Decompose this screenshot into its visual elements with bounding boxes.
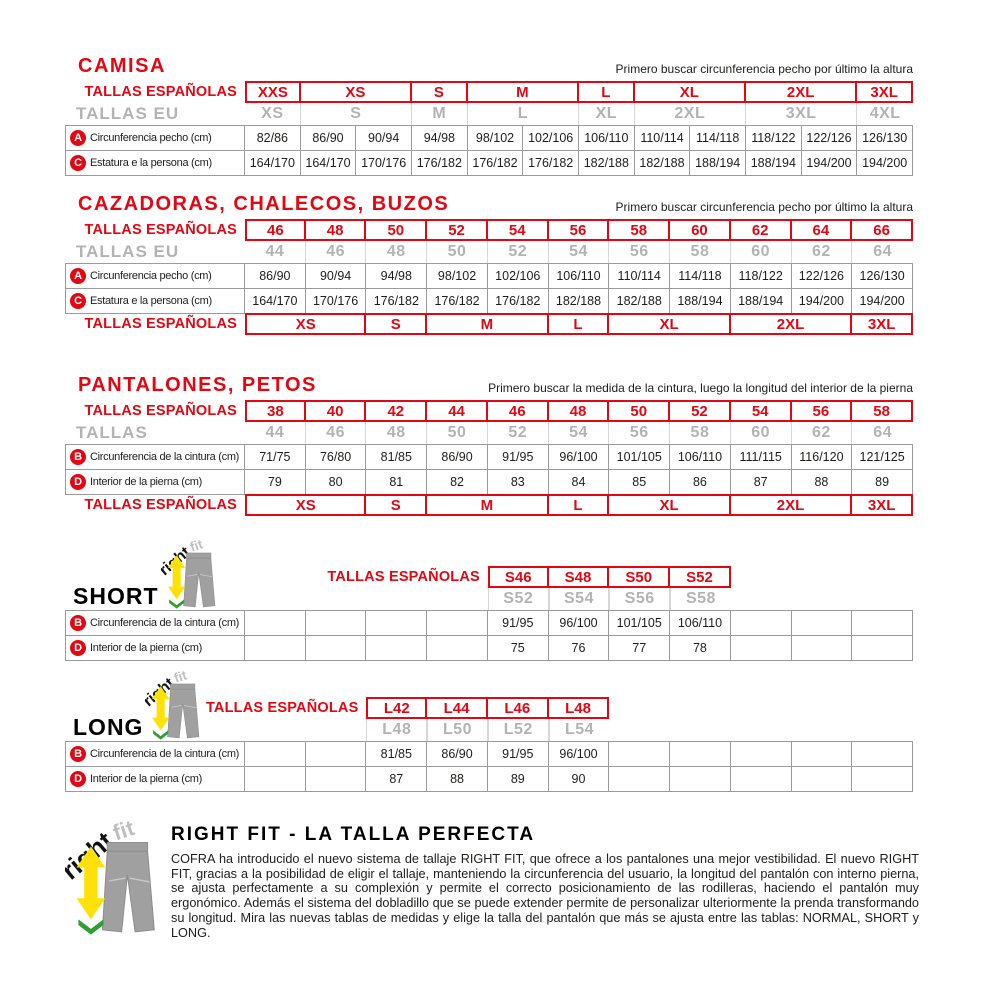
es-size-M: M <box>466 81 579 103</box>
rightfit-logo-icon <box>65 820 161 938</box>
measure-label-text: Circunferencia de la cintura (cm) <box>90 748 240 760</box>
value-cell: 90 <box>548 766 610 792</box>
value-cell: 182/188 <box>548 288 610 314</box>
empty-cell <box>791 741 853 767</box>
value-cell: 176/182 <box>487 288 549 314</box>
empty-cell <box>791 610 853 636</box>
es-size-56: 56 <box>790 400 853 422</box>
empty-cell <box>851 610 913 636</box>
value-cell: 91/95 <box>487 444 549 470</box>
value-cell: 114/118 <box>669 263 731 289</box>
value-cell: 102/106 <box>487 263 549 289</box>
es-size-L44: L44 <box>425 697 488 719</box>
value-cell: 194/200 <box>801 150 858 176</box>
eu-size-56: 56 <box>609 422 670 444</box>
empty-cell <box>730 741 792 767</box>
measure-badge-C: C <box>70 155 86 171</box>
value-cell: 102/106 <box>522 125 579 151</box>
eu-size-3XL: 3XL <box>746 103 857 125</box>
value-cell: 122/126 <box>791 263 853 289</box>
cazadoras-size-table <box>65 219 913 335</box>
value-cell: 71/75 <box>244 444 306 470</box>
empty-cell <box>426 635 488 661</box>
eu-size-S: S <box>301 103 412 125</box>
es-size-46: 46 <box>245 219 306 241</box>
es-size-S: S <box>410 81 468 103</box>
eu-size-62: 62 <box>792 422 853 444</box>
empty-cell <box>244 635 306 661</box>
empty-cell <box>305 610 367 636</box>
eu-size-M: M <box>412 103 468 125</box>
es-size-L: L <box>547 494 610 516</box>
measure-badge-A: A <box>70 130 86 146</box>
empty-cell <box>730 766 792 792</box>
value-cell: 122/126 <box>801 125 858 151</box>
measure-badge-A: A <box>70 268 86 284</box>
tallas-espanolas-label: TALLAS ESPAÑOLAS <box>84 403 237 419</box>
tallas-eu-label: TALLAS EU <box>76 242 180 261</box>
empty-cell <box>608 741 670 767</box>
eu-size-44: 44 <box>245 422 306 444</box>
eu-size-62: 62 <box>792 241 853 263</box>
empty-cell <box>851 766 913 792</box>
rightfit-text-block <box>171 820 919 940</box>
es-size-S50: S50 <box>607 566 670 588</box>
es-size-L: L <box>577 81 635 103</box>
es-size-58: 58 <box>607 219 670 241</box>
es-size-54: 54 <box>729 400 792 422</box>
es-size-46: 46 <box>486 400 549 422</box>
value-cell: 121/125 <box>851 444 913 470</box>
value-cell: 188/194 <box>730 288 792 314</box>
value-cell: 84 <box>548 469 610 495</box>
section-pantalones <box>65 375 915 516</box>
value-cell: 98/102 <box>467 125 524 151</box>
eu-size-46: 46 <box>306 422 367 444</box>
es-size-50: 50 <box>607 400 670 422</box>
value-cell: 118/122 <box>730 263 792 289</box>
section-short <box>65 566 915 661</box>
es-size-M: M <box>425 313 548 335</box>
value-cell: 76 <box>548 635 610 661</box>
es-size-3XL: 3XL <box>850 494 913 516</box>
value-cell: 106/110 <box>669 610 731 636</box>
eu-size-L52: L52 <box>488 719 549 741</box>
section-rightfit <box>65 820 935 940</box>
measure-badge-D: D <box>70 771 86 787</box>
empty-cell <box>244 741 306 767</box>
eu-size-54: 54 <box>549 241 610 263</box>
measure-row-label <box>65 469 245 495</box>
empty-cell <box>426 610 488 636</box>
value-cell: 86/90 <box>300 125 357 151</box>
value-cell: 82 <box>426 469 488 495</box>
empty-cell <box>305 766 367 792</box>
measure-row-label <box>65 150 245 176</box>
rightfit-logo-icon <box>161 540 219 610</box>
value-cell: 87 <box>730 469 792 495</box>
eu-size-L54: L54 <box>549 719 610 741</box>
value-cell: 88 <box>426 766 488 792</box>
measure-label-text: Estatura e la persona (cm) <box>90 295 212 307</box>
measure-badge-B: B <box>70 746 86 762</box>
es-size-54: 54 <box>486 219 549 241</box>
eu-size-48: 48 <box>366 422 427 444</box>
measure-label-text: Interior de la pierna (cm) <box>90 476 203 488</box>
tallas-espanolas-label: TALLAS ESPAÑOLAS <box>84 222 237 238</box>
value-cell: 126/130 <box>856 125 913 151</box>
empty-cell <box>365 635 427 661</box>
value-cell: 126/130 <box>851 263 913 289</box>
value-cell: 96/100 <box>548 610 610 636</box>
measure-badge-D: D <box>70 474 86 490</box>
measure-row-label <box>65 635 245 661</box>
value-cell: 98/102 <box>426 263 488 289</box>
measure-row-label <box>65 444 245 470</box>
value-cell: 90/94 <box>305 263 367 289</box>
empty-cell <box>305 741 367 767</box>
empty-cell <box>851 741 913 767</box>
value-cell: 91/95 <box>487 610 549 636</box>
empty-cell <box>365 610 427 636</box>
es-size-S48: S48 <box>547 566 610 588</box>
es-size-XL: XL <box>633 81 746 103</box>
empty-cell <box>730 610 792 636</box>
value-cell: 85 <box>608 469 670 495</box>
value-cell: 118/122 <box>745 125 802 151</box>
measure-label-text: Circunferencia de la cintura (cm) <box>90 617 240 629</box>
es-size-44: 44 <box>425 400 488 422</box>
cazadoras-title: CAZADORAS, CHALECOS, BUZOS <box>78 193 450 215</box>
eu-size-L50: L50 <box>427 719 488 741</box>
tallas-espanolas-label: TALLAS ESPAÑOLAS <box>84 497 237 513</box>
value-cell: 194/200 <box>851 288 913 314</box>
value-cell: 170/176 <box>355 150 412 176</box>
value-cell: 116/120 <box>791 444 853 470</box>
eu-size-2XL: 2XL <box>635 103 746 125</box>
tallas-espanolas-label: TALLAS ESPAÑOLAS <box>327 569 480 585</box>
es-size-S: S <box>364 494 427 516</box>
eu-size-S52: S52 <box>488 588 549 610</box>
eu-size-56: 56 <box>609 241 670 263</box>
es-size-3XL: 3XL <box>855 81 913 103</box>
es-size-62: 62 <box>729 219 792 241</box>
value-cell: 188/194 <box>669 288 731 314</box>
value-cell: 82/86 <box>244 125 301 151</box>
camisa-size-table <box>65 81 913 176</box>
empty-cell <box>791 635 853 661</box>
value-cell: 91/95 <box>487 741 549 767</box>
value-cell: 80 <box>305 469 367 495</box>
eu-size-S58: S58 <box>670 588 731 610</box>
measure-row-label <box>65 125 245 151</box>
section-cazadoras <box>65 194 915 335</box>
value-cell: 87 <box>365 766 427 792</box>
value-cell: 188/194 <box>745 150 802 176</box>
value-cell: 89 <box>487 766 549 792</box>
value-cell: 176/182 <box>467 150 524 176</box>
es-size-XXS: XXS <box>245 81 301 103</box>
measure-label-text: Circunferencia pecho (cm) <box>90 270 212 282</box>
eu-size-S54: S54 <box>549 588 610 610</box>
value-cell: 96/100 <box>548 741 610 767</box>
es-size-40: 40 <box>304 400 367 422</box>
measure-label-text: Estatura e la persona (cm) <box>90 157 212 169</box>
es-size-48: 48 <box>304 219 367 241</box>
eu-size-4XL: 4XL <box>869 105 901 122</box>
value-cell: 106/110 <box>548 263 610 289</box>
es-size-S: S <box>364 313 427 335</box>
value-cell: 182/188 <box>578 150 635 176</box>
pantalones-title: PANTALONES, PETOS <box>78 374 317 396</box>
value-cell: 78 <box>669 635 731 661</box>
value-cell: 86/90 <box>426 741 488 767</box>
short-corner-block <box>73 540 219 610</box>
value-cell: 176/182 <box>426 288 488 314</box>
measure-row-label <box>65 766 245 792</box>
eu-size-52: 52 <box>488 422 549 444</box>
value-cell: 182/188 <box>634 150 691 176</box>
value-cell: 164/170 <box>244 150 301 176</box>
eu-size-44: 44 <box>245 241 306 263</box>
es-size-60: 60 <box>668 219 731 241</box>
es-size-2XL: 2XL <box>729 313 852 335</box>
es-size-52: 52 <box>425 219 488 241</box>
eu-size-XS: XS <box>245 103 301 125</box>
es-size-56: 56 <box>547 219 610 241</box>
es-size-2XL: 2XL <box>744 81 857 103</box>
long-title: LONG <box>73 714 144 741</box>
es-size-XS: XS <box>245 494 366 516</box>
pantalones-size-table <box>65 400 913 516</box>
es-size-2XL: 2XL <box>729 494 852 516</box>
empty-cell <box>669 741 731 767</box>
rightfit-logo-icon <box>145 671 203 741</box>
es-size-66: 66 <box>850 219 913 241</box>
es-size-48: 48 <box>547 400 610 422</box>
es-size-3XL: 3XL <box>850 313 913 335</box>
eu-size-58: 58 <box>670 422 731 444</box>
eu-size-XL: XL <box>579 103 635 125</box>
value-cell: 188/194 <box>689 150 746 176</box>
value-cell: 89 <box>851 469 913 495</box>
value-cell: 94/98 <box>411 125 468 151</box>
eu-size-60: 60 <box>731 241 792 263</box>
eu-size-64: 64 <box>873 243 893 260</box>
measure-badge-C: C <box>70 293 86 309</box>
eu-size-L: L <box>468 103 579 125</box>
value-cell: 176/182 <box>411 150 468 176</box>
measure-badge-B: B <box>70 449 86 465</box>
value-cell: 164/170 <box>300 150 357 176</box>
value-cell: 88 <box>791 469 853 495</box>
es-size-XL: XL <box>607 494 730 516</box>
tallas-eu-label: TALLAS EU <box>76 104 180 123</box>
rightfit-title: RIGHT FIT - LA TALLA PERFECTA <box>171 824 536 845</box>
es-size-XS: XS <box>245 313 366 335</box>
es-size-S52: S52 <box>668 566 731 588</box>
camisa-title: CAMISA <box>78 55 166 77</box>
section-long <box>65 697 915 792</box>
value-cell: 106/110 <box>669 444 731 470</box>
value-cell: 96/100 <box>548 444 610 470</box>
measure-row-label <box>65 288 245 314</box>
value-cell: 110/114 <box>634 125 691 151</box>
pantalones-note: Primero buscar la medida de la cintura, luego la longitud del interior de la pierna <box>488 381 913 395</box>
value-cell: 81/85 <box>365 741 427 767</box>
es-size-L46: L46 <box>486 697 549 719</box>
cazadoras-note: Primero buscar circunferencia pecho por último la altura <box>615 200 913 214</box>
section-camisa <box>65 56 915 176</box>
rightfit-paragraph: COFRA ha introducido el nuevo sistema de tallaje RIGHT FIT, que ofrece a los pantalones una mejor vestibilidad. El nuevo RIGHT FIT, gracias a la posibilidad de eligir el tallaje, manteniendo la circunferencia del usuario, la longitud del pantalón con interno pierna, se ajusta perfectamente a su complexión y permite el correcto posicionamiento de las rodilleras, haciendo el pantalón muy ergonómico. Además el sistema del dobladillo que se puede extender permite de personalizar ulteriormente la prenda transformando su longitud. Mira las nuevas tablas de medidas y elige la talla del pantalón que más se ajusta entre las tablas: NORMAL, SHORT y LONG. <box>171 852 919 940</box>
value-cell: 111/115 <box>730 444 792 470</box>
value-cell: 194/200 <box>791 288 853 314</box>
es-size-38: 38 <box>245 400 306 422</box>
value-cell: 194/200 <box>856 150 913 176</box>
empty-cell <box>669 766 731 792</box>
value-cell: 110/114 <box>608 263 670 289</box>
measure-label-text: Interior de la pierna (cm) <box>90 773 203 785</box>
eu-size-54: 54 <box>549 422 610 444</box>
value-cell: 77 <box>608 635 670 661</box>
long-corner-block <box>73 671 203 741</box>
value-cell: 76/80 <box>305 444 367 470</box>
empty-cell <box>608 766 670 792</box>
eu-size-50: 50 <box>427 422 488 444</box>
es-size-52: 52 <box>668 400 731 422</box>
value-cell: 86/90 <box>244 263 306 289</box>
es-size-L: L <box>547 313 610 335</box>
empty-cell <box>305 635 367 661</box>
tallas-espanolas-label: TALLAS ESPAÑOLAS <box>84 84 237 100</box>
measure-label-text: Circunferencia pecho (cm) <box>90 132 212 144</box>
eu-size-L48: L48 <box>366 719 427 741</box>
es-size-42: 42 <box>364 400 427 422</box>
empty-cell <box>244 610 306 636</box>
value-cell: 114/118 <box>689 125 746 151</box>
tallas-espanolas-label: TALLAS ESPAÑOLAS <box>205 700 359 716</box>
eu-size-64: 64 <box>873 424 893 441</box>
empty-cell <box>244 766 306 792</box>
measure-row-label <box>65 610 245 636</box>
tallas-espanolas-label: TALLAS ESPAÑOLAS <box>84 316 237 332</box>
eu-size-S56: S56 <box>609 588 670 610</box>
value-cell: 83 <box>487 469 549 495</box>
value-cell: 176/182 <box>365 288 427 314</box>
eu-size-58: 58 <box>670 241 731 263</box>
value-cell: 79 <box>244 469 306 495</box>
empty-cell <box>791 766 853 792</box>
value-cell: 81/85 <box>365 444 427 470</box>
eu-size-48: 48 <box>366 241 427 263</box>
value-cell: 94/98 <box>365 263 427 289</box>
value-cell: 90/94 <box>355 125 412 151</box>
es-size-XS: XS <box>299 81 412 103</box>
value-cell: 164/170 <box>244 288 306 314</box>
eu-size-50: 50 <box>427 241 488 263</box>
tallas-eu-label: TALLAS <box>76 423 148 442</box>
value-cell: 176/182 <box>522 150 579 176</box>
eu-size-60: 60 <box>731 422 792 444</box>
eu-size-46: 46 <box>306 241 367 263</box>
measure-label-text: Interior de la pierna (cm) <box>90 642 203 654</box>
empty-cell <box>851 635 913 661</box>
es-size-L48: L48 <box>547 697 610 719</box>
short-title: SHORT <box>73 583 159 610</box>
value-cell: 170/176 <box>305 288 367 314</box>
value-cell: 101/105 <box>608 444 670 470</box>
empty-cell <box>730 635 792 661</box>
es-size-50: 50 <box>364 219 427 241</box>
value-cell: 75 <box>487 635 549 661</box>
measure-label-text: Circunferencia de la cintura (cm) <box>90 451 240 463</box>
measure-row-label <box>65 741 245 767</box>
eu-size-52: 52 <box>488 241 549 263</box>
es-size-58: 58 <box>850 400 913 422</box>
es-size-XL: XL <box>607 313 730 335</box>
camisa-note: Primero buscar circunferencia pecho por último la altura <box>615 62 913 76</box>
value-cell: 101/105 <box>608 610 670 636</box>
measure-badge-B: B <box>70 615 86 631</box>
value-cell: 106/110 <box>578 125 635 151</box>
value-cell: 86/90 <box>426 444 488 470</box>
measure-row-label <box>65 263 245 289</box>
es-size-M: M <box>425 494 548 516</box>
value-cell: 81 <box>365 469 427 495</box>
es-size-L42: L42 <box>366 697 427 719</box>
es-size-64: 64 <box>790 219 853 241</box>
measure-badge-D: D <box>70 640 86 656</box>
value-cell: 182/188 <box>608 288 670 314</box>
value-cell: 86 <box>669 469 731 495</box>
es-size-S46: S46 <box>488 566 549 588</box>
